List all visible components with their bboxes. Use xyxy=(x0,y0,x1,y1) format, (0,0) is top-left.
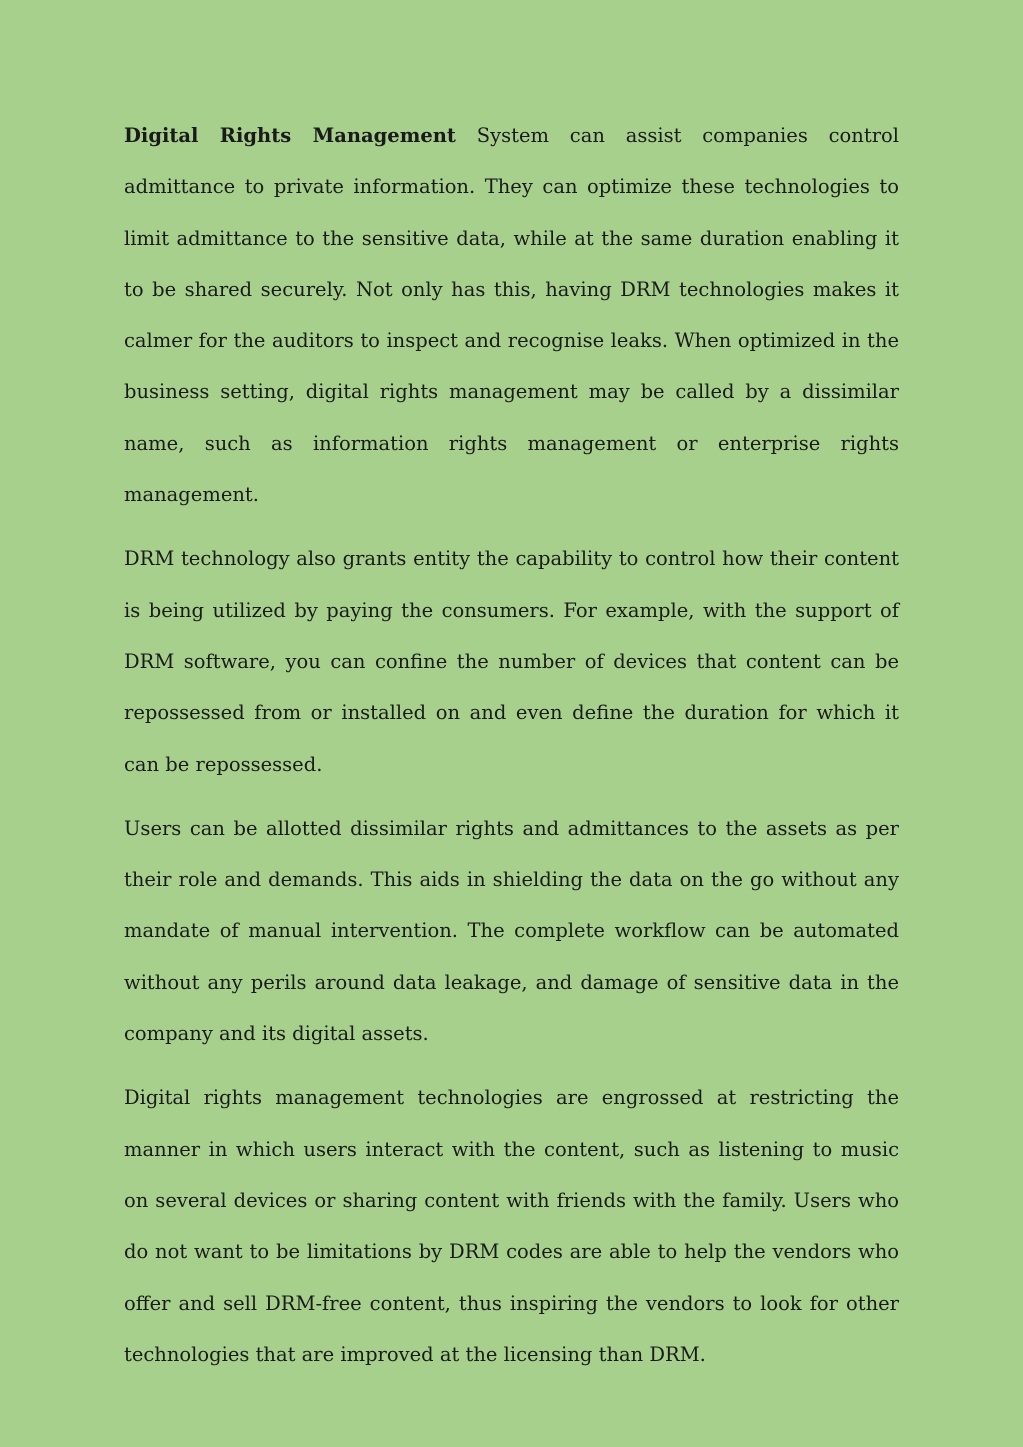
paragraph-2-text: DRM technology also grants entity the capability to control how their content is being utilized by paying the consumers. For example, with the support of DRM software, you can confine the number of devices that content can be repossessed from or installed on and even define the duration for which it can be repossessed. xyxy=(124,547,899,776)
document-body xyxy=(124,110,899,1393)
paragraph-3-text: Users can be allotted dissimilar rights and admittances to the assets as per their role and demands. This aids in shielding the data on the go without any mandate of manual intervention. The complete workflow can be automated without any perils around data leakage, and damage of sensitive data in the company and its digital assets. xyxy=(124,816,899,1046)
paragraph-3 xyxy=(124,803,899,1059)
paragraph-1-lead-term: Digital Rights Management xyxy=(124,124,456,147)
paragraph-4 xyxy=(124,1072,899,1380)
paragraph-4-text: Digital rights management technologies are engrossed at restricting the manner in which users interact with the content, such as listening to music on several devices or sharing content with friends with the family. Users who do not want to be limitations by DRM codes are able to help the vendors who offer and sell DRM-free content, thus inspiring the vendors to look for other technologies that are improved at the licensing than DRM. xyxy=(124,1086,899,1366)
paragraph-2 xyxy=(124,533,899,789)
paragraph-1 xyxy=(124,110,899,520)
paragraph-1-text: System can assist companies control admittance to private information. They can optimize these technologies to limit admittance to the sensitive data, while at the same duration enabling it to be shared securely. Not only has this, having DRM technologies makes it calmer for the auditors to inspect and recognise leaks. When optimized in the business setting, digital rights management may be called by a dissimilar name, such as information rights management or enterprise rights management. xyxy=(124,124,899,507)
